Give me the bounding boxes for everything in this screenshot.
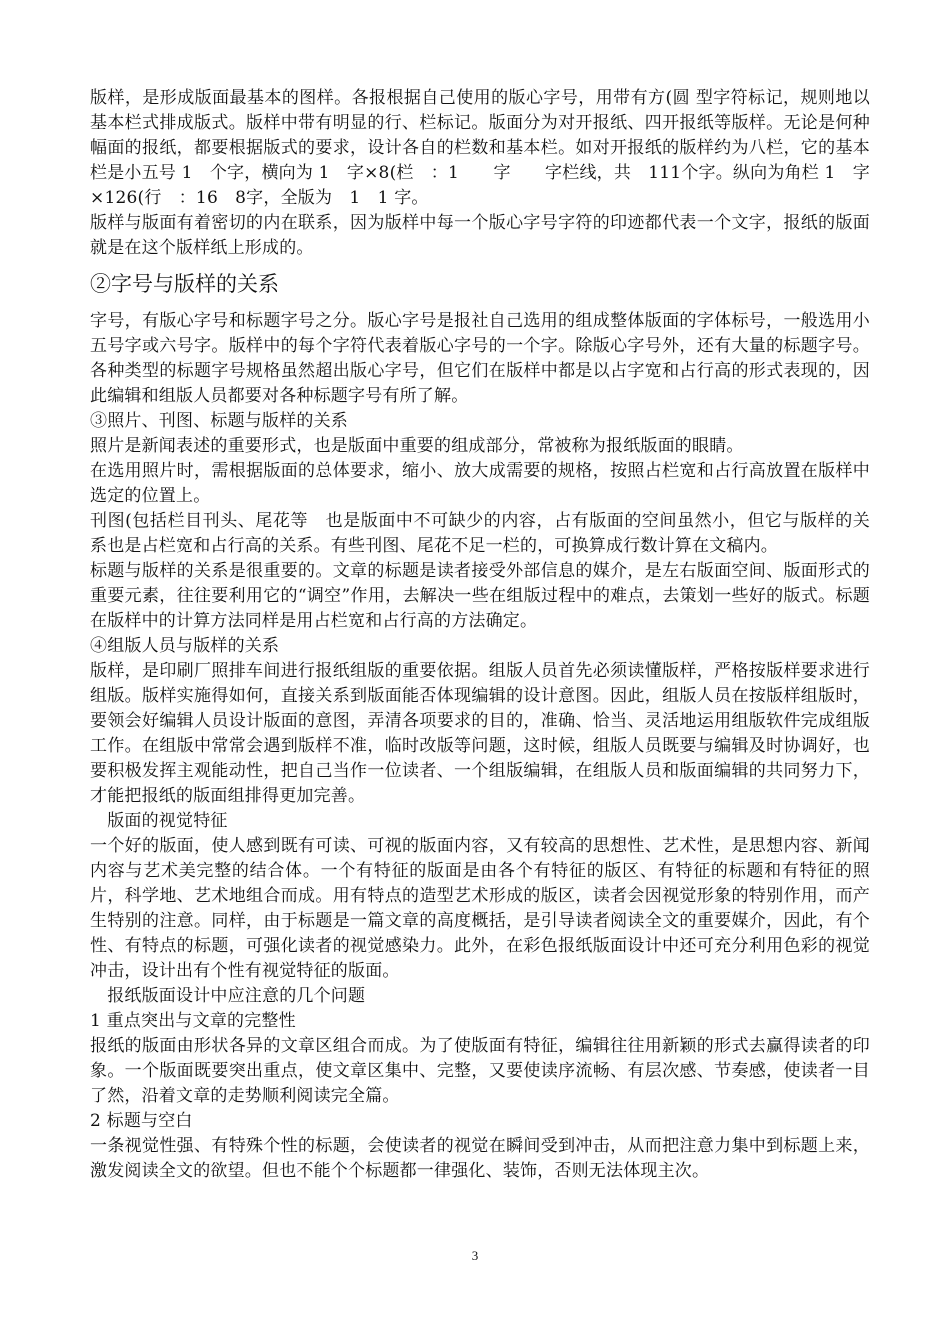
paragraph-emphasis: 报纸的版面由形状各异的文章区组合而成。为了使版面有特征，编辑往往用新颖的形式去赢得读者的印象。一个版面既要突出重点，使文章区集中、完整，又要使读序流畅、有层次感、节奏感，使读者一目了然，沿着文章的走势顺利阅读完全篇。 [90,1036,870,1106]
paragraph-headline-whitespace: 一条视觉性强、有特殊个性的标题，会使读者的视觉在瞬间受到冲击，从而把注意力集中到标题上来，激发阅读全文的欲望。但也不能个个标题都一律强化、装饰，否则无法体现主次。 [90,1136,870,1181]
paragraph-typesetters: 版样，是印刷厂照排车间进行报纸组版的重要依据。组版人员首先必须读懂版样，严格按版样要求进行组版。版样实施得如何，直接关系到版面能否体现编辑的设计意图。因此，组版人员在按版样组版时，要领会好编辑人员设计版面的意图，弄清各项要求的目的，准确、恰当、灵活地运用组版软件完成组版工作。在组版中常常会遇到版样不准，临时改版等问题，这时候，组版人员既要与编辑及时协调好，也要积极发挥主观能动性，把自己当作一位读者、一个组版编辑，在组版人员和版面编辑的共同努力下，才能把报纸的版面组排得更加完善。 [90,661,870,806]
paragraph-photo-selection: 在选用照片时，需根据版面的总体要求，缩小、放大成需要的规格，按照占栏宽和占行高放置在版样中选定的位置上。 [90,461,870,506]
subheading-typesetters: ④组版人员与版样的关系 [90,636,280,656]
paragraph-font-size: 字号，有版心字号和标题字号之分。版心字号是报社自己选用的组成整体版面的字体标号，一般选用小五号字或六号字。版样中的每个字符代表着版心字号的一个字。除版心字号外，还有大量的标题字号。各种类型的标题字号规格虽然超出版心字号，但它们在版样中都是以占字宽和占行高的形式表现的，因此编辑和组版人员都要对各种标题字号有所了解。 [90,311,870,406]
paragraph-layout-relation: 版样与版面有着密切的内在联系，因为版样中每一个版心字号字符的印迹都代表一个文字，报纸的版面就是在这个版样纸上形成的。 [90,213,870,258]
page-number: 3 [471,1248,479,1263]
subheading-visual-features: 版面的视觉特征 [90,811,228,831]
paragraph-headline-layout: 标题与版样的关系是很重要的。文章的标题是读者接受外部信息的媒介，是左右版面空间、版面形式的重要元素，往往要利用它的“调空”作用，去解决一些在组版过程中的难点，去策划一些好的版式。标题在版样中的计算方法同样是用占栏宽和占行高的方法确定。 [90,561,870,631]
subheading-photo-graphics: ③照片、刊图、标题与版样的关系 [90,411,348,431]
subheading-design-issues: 报纸版面设计中应注意的几个问题 [90,986,366,1006]
paragraph-graphics: 刊图(包括栏目刊头、尾花等 也是版面中不可缺少的内容，占有版面的空间虽然小，但它与版样的关系也是占栏宽和占行高的关系。有些刊图、尾花不足一栏的，可换算成行数计算在文稿内。 [90,511,870,556]
document-body [90,86,870,1184]
subheading-emphasis: 1 重点突出与文章的完整性 [90,1011,296,1031]
subheading-headline-whitespace: 2 标题与空白 [90,1111,193,1131]
paragraph-layout-sample: 版样，是形成版面最基本的图样。各报根据自己使用的版心字号，用带有方(圆 型字符标记，规则地以基本栏式排成版式。版样中带有明显的行、栏标记。版面分为对开报纸、四开报纸等版样。无论是何种幅面的报纸，都要根据版式的要求，设计各自的栏数和基本栏。如对开报纸的版样约为八栏，它的基本栏是小五号 1 个字，横向为 1 字×8(栏 ：1 字 字栏线，共 111个字。纵向为角栏 1 字×126(行 ：16 8字，全版为 1 1 字。 [90,88,870,208]
paragraph-visual-features: 一个好的版面，使人感到既有可读、可视的版面内容，又有较高的思想性、艺术性，是思想内容、新闻内容与艺术美完整的结合体。一个有特征的版面是由各个有特征的版区、有特征的标题和有特征的照片，科学地、艺术地组合而成。用有特点的造型艺术形成的版区，读者会因视觉形象的特别作用，而产生特别的注意。同样，由于标题是一篇文章的高度概括，是引导读者阅读全文的重要媒介，因此，有个性、有特点的标题，可强化读者的视觉感染力。此外，在彩色报纸版面设计中还可充分利用色彩的视觉冲击，设计出有个性有视觉特征的版面。 [90,836,870,981]
heading-font-size-layout: ②字号与版样的关系 [90,272,279,296]
paragraph-photo: 照片是新闻表述的重要形式，也是版面中重要的组成部分，常被称为报纸版面的眼睛。 [90,436,744,456]
